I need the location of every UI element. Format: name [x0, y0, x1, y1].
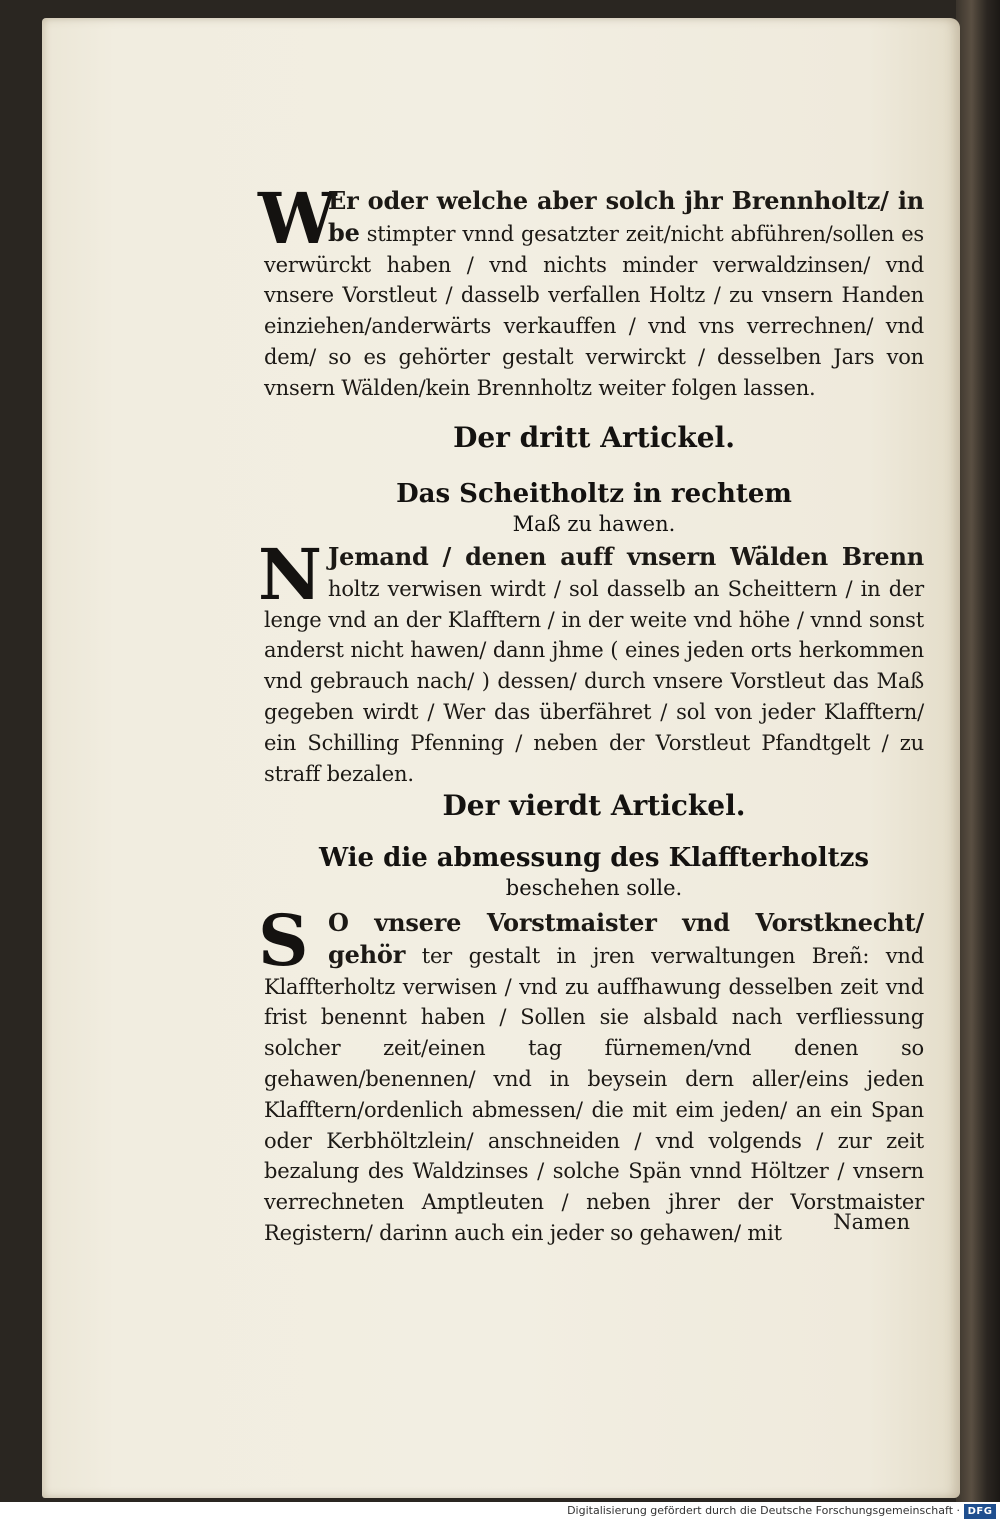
drop-cap-initial: W — [258, 177, 337, 260]
paragraph-lead: O vnsere Vorstmaister vnd Vorstknecht/ gehör — [328, 908, 924, 969]
paragraph-2 — [258, 533, 924, 789]
catchword-line — [264, 1210, 910, 1240]
article-3-heading: Der dritt Artickel. — [453, 421, 735, 454]
paragraph-text: ter gestalt in jren verwaltungen Breñ: vnd Klaffterholtz verwisen / vnd zu auffhawung desselben zeit vnd frist benennt haben / Sollen sie alsbald nach verfliessung solcher zeit/einen tag fürnemen/vnd denen so gehawen/benennen/ vnd in beysein dern aller/eins jeden Klafftern/ordenlich abmessen/ die mit eim jeden/ an ein Span oder Kerbhöltzlein/ anschneiden / vnd volgends / zur zeit bezalung des Waldzinses / solche Spän vnnd Höltzer / vnsern verrechneten Amptleuten / neben jhrer der Vorstmaister Registern/ darinn auch ein jeder so gehawen/ mit — [264, 943, 924, 1245]
article-3-subheading-line2: Maß zu hawen. — [512, 512, 676, 536]
article-3-subheading: Das Scheitholtz in rechtem — [396, 479, 792, 509]
drop-cap-initial: S — [258, 899, 309, 982]
paragraph-text: holtz verwisen wirdt / sol dasselb an Scheittern / in der lenge vnd an der Klafftern / in der weite vnd höhe / vnnd sonst anderst nicht hawen/ dann jhme ( eines jeden orts herkommen vnd gebrauch nach/ ) dessen/ durch vnsere Vorstleut das Maß gegeben wirdt / Wer das überfähret / sol von jeder Klafftern/ ein Schilling Pfenning / neben der Vorstleut Pfandtgelt / zu straff bezalen. — [264, 576, 924, 786]
article-4-subheading-line2: beschehen solle. — [505, 876, 683, 900]
article-4-heading: Der vierdt Artickel. — [442, 789, 746, 822]
paragraph-3 — [258, 899, 924, 1249]
paragraph-text: stimpter vnnd gesatzter zeit/nicht abführen/sollen es verwürckt haben / vnd nichts minder verwaldzinsen/ vnd vnsere Vorstleut / dasselb verfallen Holtz / zu vnsern Handen einziehen/anderwärts verkauffen / vnd vns verrechnen/ vnd dem/ so es gehörter gestalt verwirckt / desselben Jars von vnsern Wälden/kein Brennholtz weiter folgen lassen. — [264, 221, 924, 400]
paragraph-1 — [258, 177, 924, 404]
book-spine-edge — [956, 0, 1000, 1502]
catchword: Namen — [833, 1210, 910, 1234]
book-page — [42, 18, 960, 1498]
paragraph-lead: Jemand / denen auff vnsern Wälden Brenn — [328, 542, 924, 571]
funding-note: Digitalisierung gefördert durch die Deutsche Forschungsgemeinschaft · — [567, 1504, 960, 1517]
article-4-subheading: Wie die abmessung des Klaffterholtzs — [318, 843, 870, 873]
footer-bar — [0, 1502, 1000, 1522]
drop-cap-initial: N — [258, 533, 322, 616]
dfg-logo: DFG — [964, 1504, 996, 1519]
paragraph-lead: Er oder welche aber solch jhr Brennholtz/ in be — [328, 186, 924, 247]
